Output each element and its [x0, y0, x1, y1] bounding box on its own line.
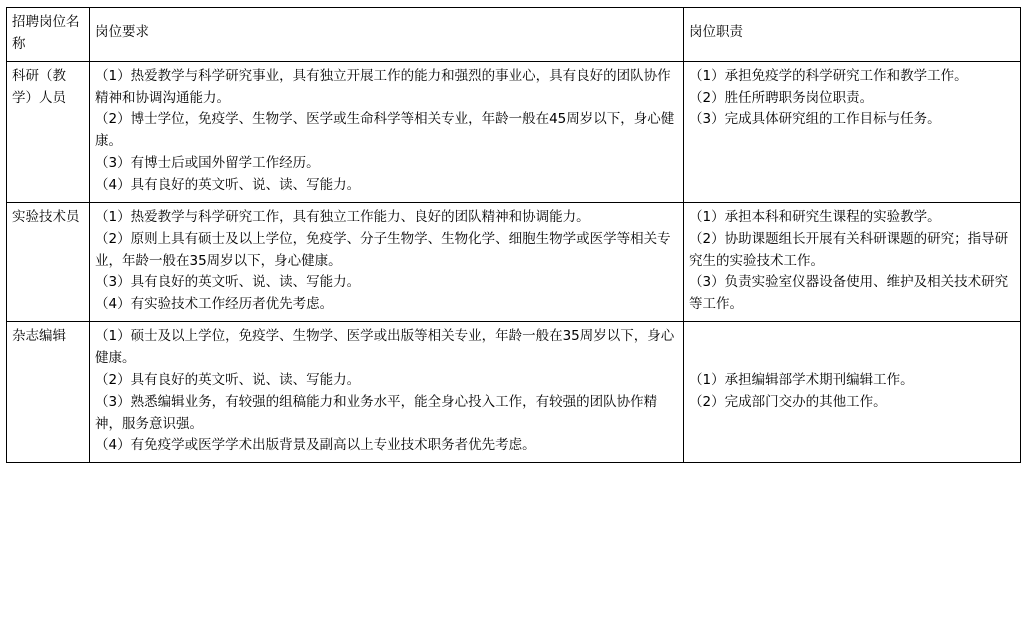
- duty-line: （2）胜任所聘职务岗位职责。: [689, 89, 874, 106]
- requirement-line: （2）博士学位，免疫学、生物学、医学或生命科学等相关专业，年龄一般在45周岁以下，身心健康。: [95, 111, 675, 150]
- table-row: [7, 61, 1021, 202]
- requirement-line: （2）具有良好的英文听、说、读、写能力。: [95, 371, 361, 388]
- row-duties: [684, 202, 1021, 321]
- requirement-line: （4）具有良好的英文听、说、读、写能力。: [95, 177, 361, 194]
- duty-line: （2）协助课题组长开展有关科研课题的研究；指导研究生的实验技术工作。: [689, 230, 1009, 269]
- duty-line: （2）完成部门交办的其他工作。: [689, 393, 887, 410]
- header-position-name: 招聘岗位名称: [7, 8, 90, 62]
- table-header-row: [7, 8, 1021, 62]
- requirement-line: （3）有博士后或国外留学工作经历。: [95, 155, 320, 172]
- row-requirements: [90, 202, 684, 321]
- header-duties: 岗位职责: [684, 8, 1021, 62]
- requirement-line: （4）有免疫学或医学学术出版背景及副高以上专业技术职务者优先考虑。: [95, 437, 536, 454]
- duty-line: （1）承担编辑部学术期刊编辑工作。: [689, 371, 914, 388]
- row-position-label: 科研（教学）人员: [7, 61, 90, 202]
- row-requirements: [90, 322, 684, 463]
- table-row: [7, 322, 1021, 463]
- row-position-label: 杂志编辑: [7, 322, 90, 463]
- row-duties: [684, 61, 1021, 202]
- requirement-line: （1）硕士及以上学位，免疫学、生物学、医学或出版等相关专业，年龄一般在35周岁以下，身心健康。: [95, 328, 675, 367]
- requirement-line: （1）热爱教学与科学研究事业，具有独立开展工作的能力和强烈的事业心，具有良好的团队协作精神和协调沟通能力。: [95, 67, 671, 106]
- requirement-line: （3）具有良好的英文听、说、读、写能力。: [95, 274, 361, 291]
- requirement-line: （1）热爱教学与科学研究工作，具有独立工作能力、良好的团队精神和协调能力。: [95, 208, 590, 225]
- row-position-label: 实验技术员: [7, 202, 90, 321]
- header-requirements: 岗位要求: [90, 8, 684, 62]
- row-requirements: [90, 61, 684, 202]
- requirement-line: （3）熟悉编辑业务，有较强的组稿能力和业务水平，能全身心投入工作，有较强的团队协作精神，服务意识强。: [95, 393, 658, 432]
- requirement-line: （2）原则上具有硕士及以上学位，免疫学、分子生物学、生物化学、细胞生物学或医学等相关专业，年龄一般在35周岁以下，身心健康。: [95, 230, 671, 269]
- recruitment-table: [6, 7, 1021, 463]
- table-header: [7, 8, 1021, 62]
- duty-line: （3）完成具体研究组的工作目标与任务。: [689, 111, 941, 128]
- table-row: [7, 202, 1021, 321]
- duty-line: （1）承担本科和研究生课程的实验教学。: [689, 208, 941, 225]
- requirement-line: （4）有实验技术工作经历者优先考虑。: [95, 296, 334, 313]
- duty-line: （3）负责实验室仪器设备使用、维护及相关技术研究等工作。: [689, 274, 1009, 313]
- row-duties: [684, 322, 1021, 463]
- duty-line: （1）承担免疫学的科学研究工作和教学工作。: [689, 67, 968, 84]
- table-body: [7, 61, 1021, 463]
